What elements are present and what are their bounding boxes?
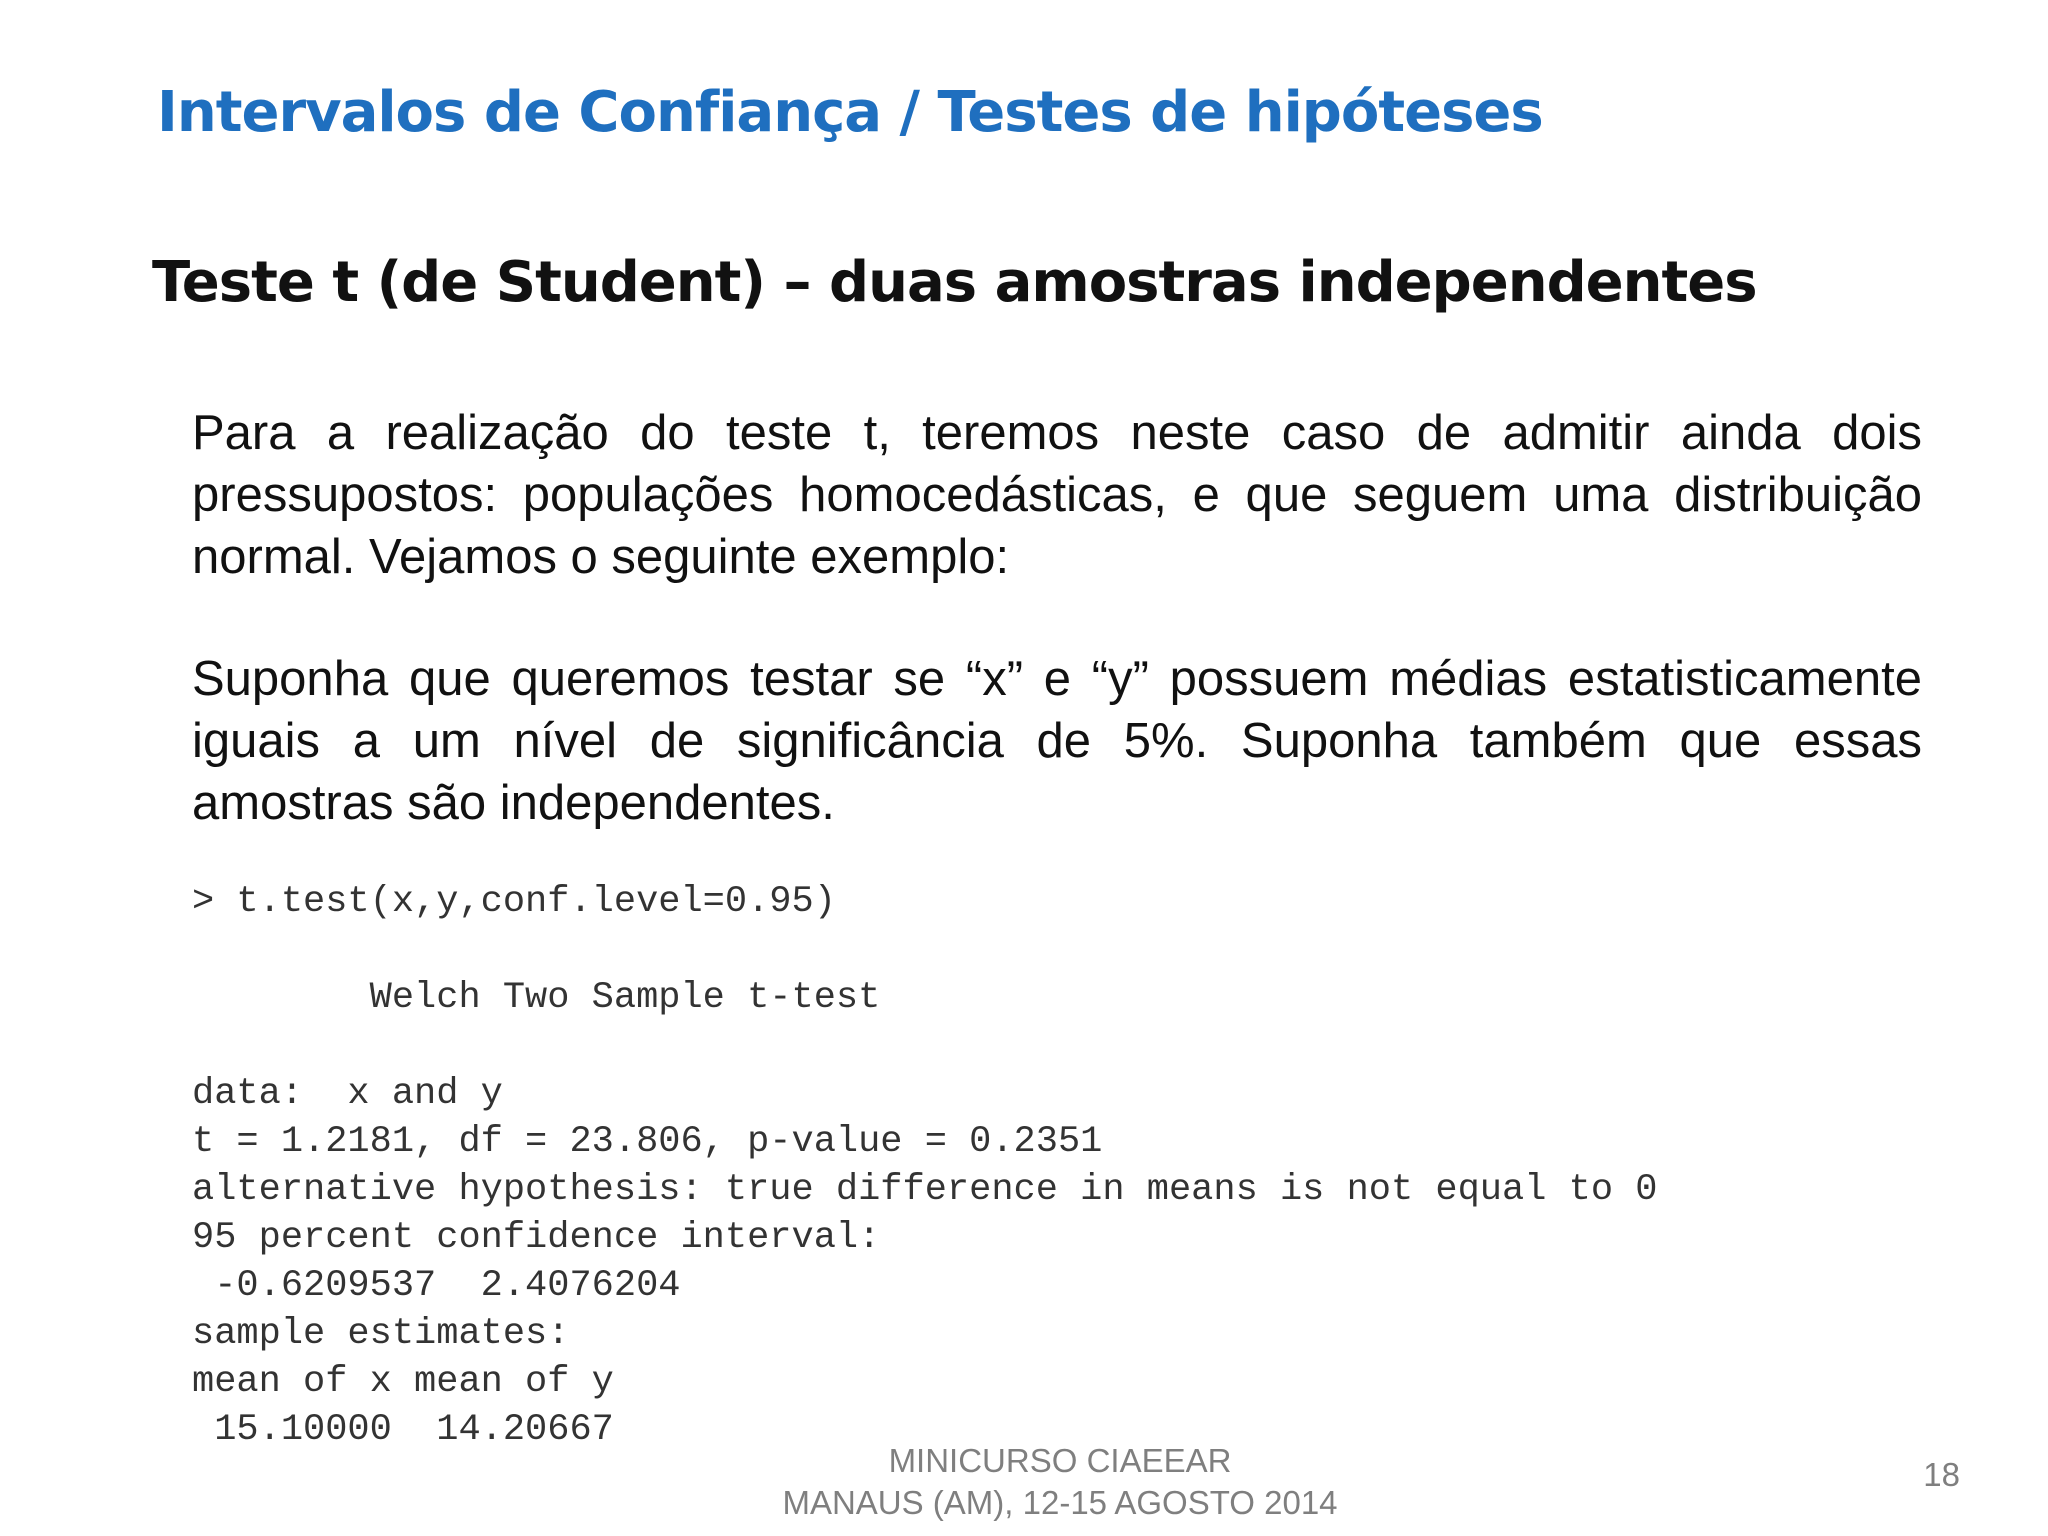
slide-subtitle: Teste t (de Student) – duas amostras independentes [152, 250, 1757, 315]
page-number: 18 [1923, 1456, 1960, 1493]
slide-footer [700, 1440, 1420, 1524]
footer-event-name: MINICURSO CIAEEAR [888, 1442, 1232, 1479]
paragraph-assumptions: Para a realização do teste t, teremos neste caso de admitir ainda dois pressupostos: populações homocedásticas, e que seguem uma distribuição normal. Vejamos o seguinte exemplo: [192, 406, 1922, 584]
r-console-output: > t.test(x,y,conf.level=0.95) Welch Two Sample t-test data: x and y t = 1.2181, df = 23.806, p-value = 0.2351 alternative hypothesis: true difference in means is not equal to 0 95 percent confidence interval: -0.6209537 2.4076204 sample estimates: mean of x mean of y 15.10000 14.20667 [192, 881, 1658, 1451]
slide-title: Intervalos de Confiança / Testes de hipóteses [157, 80, 1543, 145]
paragraph-hypothesis: Suponha que queremos testar se “x” e “y” possuem médias estatisticamente iguais a um nível de significância de 5%. Suponha também que essas amostras são independentes. [192, 652, 1922, 830]
footer-event-location-date: MANAUS (AM), 12-15 AGOSTO 2014 [782, 1484, 1338, 1521]
